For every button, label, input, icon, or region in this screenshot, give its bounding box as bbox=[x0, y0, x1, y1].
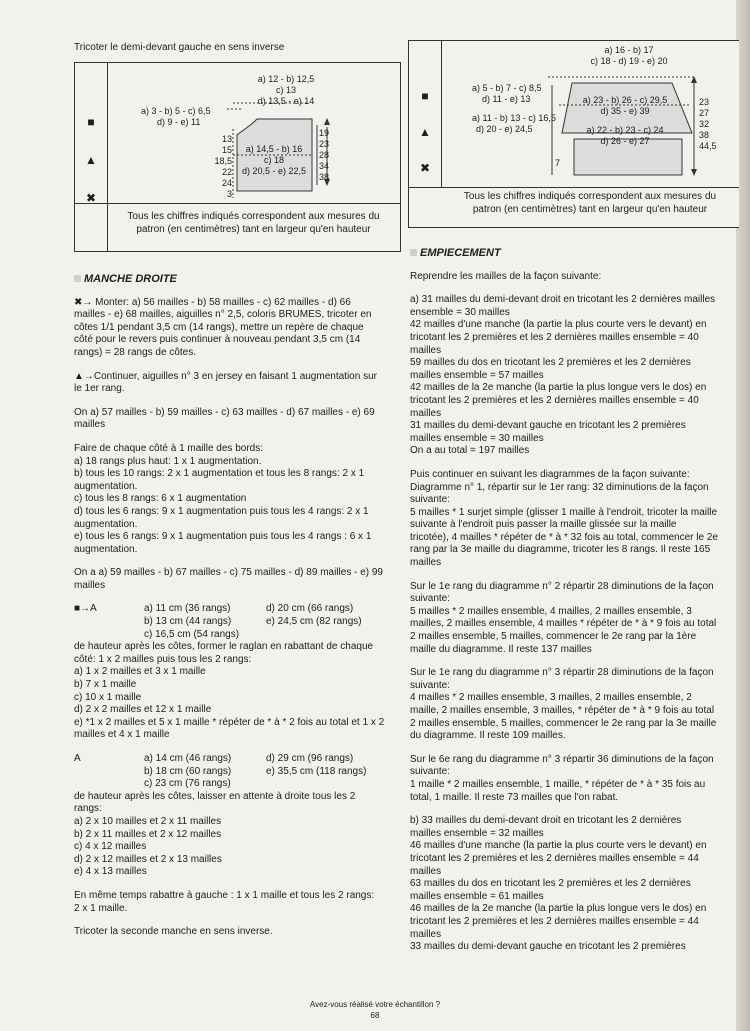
right-inner-labels-top: a) 23 - b) 26 - c) 29,5 d) 35 - e) 39 bbox=[582, 95, 668, 116]
right-diagram-box bbox=[408, 40, 739, 228]
right-diagram-note: Tous les chiffres indiqués correspondent aux mesures du patron (en centimètres) tant en largeur qu'en hauteur bbox=[463, 191, 717, 215]
left-diagram-note: Tous les chiffres indiqués correspondent aux mesures du patron (en centimètres) tant en largeur qu'en hauteur bbox=[127, 211, 380, 235]
right-inner-labels-bottom: a) 22 - b) 23 - c) 24 d) 26 - e) 27 bbox=[586, 125, 664, 146]
left-side-labels: a) 3 - b) 5 - c) 6,5 d) 9 - e) 11 bbox=[141, 106, 211, 127]
page-number: 68 bbox=[370, 1011, 380, 1020]
footer-question: Avez-vous réalisé votre échantillon ? bbox=[309, 1000, 441, 1009]
left-center-labels: a) 14,5 - b) 16 c) 18 d) 20,5 - e) 22,5 bbox=[241, 144, 307, 176]
left-right-heights: 19 23 28 34 38 bbox=[319, 128, 330, 182]
square-icon: ■ bbox=[87, 115, 95, 129]
section-heading: MANCHE DROITE bbox=[74, 273, 398, 286]
right-top-labels: a) 16 - b) 17 c) 18 - d) 19 - e) 20 bbox=[590, 45, 668, 66]
right-side-labels: a) 5 - b) 7 - c) 8,5 d) 11 - e) 13 a) 11 - b) 13 - c) 16,5 d) 20 - e) 24,5 bbox=[472, 83, 556, 134]
manche-p8: En même temps rabattre à gauche : 1 x 1 maille et tous les 2 rangs: 2 x 1 maille. bbox=[74, 889, 375, 914]
manche-p3: On a) 57 mailles - b) 59 mailles - c) 63 mailles - d) 67 mailles - e) 69 mailles bbox=[74, 406, 375, 431]
manche-section bbox=[74, 273, 398, 950]
empiecement-diagram-3: Sur le 1e rang du diagramme n° 3 répartir 28 diminutions de la façon suivante: 4 mailles * 2 mailles ensemble, 3 mailles, 2 mailles ensemble, 2 maille, 2 mailles ensemble, 3 mailles, * répéter de * à * 9 fois au total 2 mailles ensemble, 5 mailles, commencer le 2e rang par la 3e maille du diagramme. Il reste 109 mailles. bbox=[410, 667, 717, 742]
manche-p2: ▲→Continuer, aiguilles n° 3 en jersey en faisant 1 augmentation sur le 1er rang. bbox=[74, 370, 377, 395]
manche-p4: Faire de chaque côté à 1 maille des bords: a) 18 rangs plus haut: 1 x 1 augmentation. b) tous les 10 rangs: 2 x 1 augmentation et tous les 8 rangs: 2 x 1 augmentation. c) tous les 8 rangs: 6 x 1 augmentation d) tous les 6 rangs: 9 x 1 augmentation puis tous les 4 rangs: 2 x 1 augmentation. e) tous les 6 rangs: 9 x 1 augmentation puis tous les 4 rangs : 6 x 1 augmentation. bbox=[74, 442, 372, 555]
manche-p6: ■→A a) 11 cm (36 rangs) b) 13 cm (44 rangs) c) 16,5 cm (54 rangs) d) 20 cm (66 rangs) e) 24,5 cm (82 rangs) de hauteur après les côtes, former le raglan en rabattant de chaque côté: 1 x 2 mailles puis tous les 2 rangs: a) 1 x 2 mailles et 3 x 1 maille b) 7 x 1 maille c) 10 x 1 maille d) 2 x 2 mailles et 12 x 1 maille e) *1 x 2 mailles et 5 x 1 maille * répéter de * à * 2 fois au total et 1 x 2 mailles et 4 x 1 maille bbox=[74, 603, 385, 741]
empiecement-intro: Reprendre les mailles de la façon suivante: bbox=[410, 270, 602, 282]
triangle-icon: ▲ bbox=[419, 125, 431, 139]
manche-p1: ✖→ Monter: a) 56 mailles - b) 58 mailles - c) 62 mailles - d) 66 mailles - e) 68 mailles, aiguilles n° 2,5, coloris BRUMES, tricoter en côtes 1/1 pendant 3,5 cm (14 rangs), mettre un repère de chaque côté pour le revers puis continuer à nouveau pendant 3,5 cm (14 rangs) = 28 rangs de côtes. bbox=[74, 296, 372, 358]
right-height-labels: 23 27 32 38 44,5 bbox=[699, 97, 717, 151]
empiecement-diagram-2: Sur le 1e rang du diagramme n° 2 répartir 28 diminutions de la façon suivante: 5 mailles * 2 mailles ensemble, 4 mailles, 2 mailles ensemble, 3 mailles, 2 mailles ensemble, 4 mailles * répéter de * à * 9 fois au total 2 mailles ensemble, 5 mailles, commencer le 2e rang par la 1ère maille du diagramme. Il reste 137 mailles bbox=[410, 580, 717, 655]
empiecement-diagram-3-row-6: Sur le 6e rang du diagramme n° 3 répartir 36 diminutions de la façon suivante: 1 maille * 2 mailles ensemble, 1 maille, * répéter de * à * 35 fois au total, 1 maille. Il reste 73 mailles que l'on rabat. bbox=[410, 753, 714, 803]
cross-icon: ✖ bbox=[85, 191, 97, 205]
triangle-icon: ▲ bbox=[85, 153, 97, 167]
cross-icon: ✖ bbox=[419, 161, 431, 175]
empiecement-section bbox=[410, 247, 736, 965]
left-height-labels: 13 15 18,5 22 24 3 bbox=[214, 134, 232, 199]
manche-p5: On a a) 59 mailles - b) 67 mailles - c) 75 mailles - d) 89 mailles - e) 99 mailles bbox=[74, 567, 383, 591]
section-heading: EMPIECEMENT bbox=[410, 247, 736, 260]
empiecement-a: a) 31 mailles du demi-devant droit en tricotant les 2 dernières mailles ensemble = 30 mailles 42 mailles d'une manche (la partie la plus courte vers le devant) en tricotant les 2 premières et les 2 dernières mailles ensemble = 40 mailles 59 mailles du dos en tricotant les 2 premières et les 2 dernières mailles ensemble = 57 mailles 42 mailles de la 2e manche (la partie la plus longue vers le dos) en tricotant les 2 premières et les 2 dernières mailles ensemble = 40 mailles 31 mailles du demi-devant gauche en tricotant les 2 premières mailles ensemble = 30 mailles On a au total = 197 mailles bbox=[410, 294, 716, 457]
empiecement-diagram-1: Puis continuer en suivant les diagrammes de la façon suivante: Diagramme n° 1, répartir sur le 1er rang: 32 diminutions de la façon suivante: 5 mailles * 1 surjet simple (glisser 1 maille à l'endroit, tricoter la maille suivante à l'endroit puis passer la maille glissée sur la maille tricotée), 4 mailles * répéter de * à * 32 fois au total, commencer le 2e rang par la 3e maille du diagramme, tricoter les 8 rangs. Il reste 165 mailles bbox=[410, 468, 718, 569]
empiecement-b: b) 33 mailles du demi-devant droit en tricotant les 2 dernières mailles ensemble = 32 mailles 46 mailles d'une manche (la partie la plus courte vers le devant) en tricotant les 2 premières et les 2 dernières mailles ensemble = 44 mailles 63 mailles du dos en tricotant les 2 premières et les 2 dernières mailles ensemble = 61 mailles 46 mailles de la 2e manche (la partie la plus longue vers le dos) en tricotant les 2 premières et les 2 dernières mailles ensemble = 44 mailles 33 mailles du demi-devant gauche en tricotant les 2 premières bbox=[410, 815, 707, 953]
manche-p9: Tricoter la seconde manche en sens inverse. bbox=[74, 926, 273, 938]
left-diagram-title: Tricoter le demi-devant gauche en sens inverse bbox=[74, 42, 285, 53]
manche-p7: A a) 14 cm (46 rangs) b) 18 cm (60 rangs) c) 23 cm (76 rangs) d) 29 cm (96 rangs) e) 35,5 cm (118 rangs) de hauteur après les côtes, laisser en attente à droite tous les 2 rangs: a) 2 x 10 mailles et 2 x 11 mailles b) 2 x 11 mailles et 2 x 12 mailles c) 4 x 12 mailles d) 2 x 12 mailles et 2 x 13 mailles e) 4 x 13 mailles bbox=[74, 753, 367, 878]
left-diagram-box bbox=[74, 62, 401, 252]
right-bottom-label: 7 bbox=[555, 158, 561, 168]
left-top-labels: a) 12 - b) 12,5 c) 13 d) 13,5 - e) 14 bbox=[257, 74, 315, 106]
square-icon: ■ bbox=[421, 89, 429, 103]
